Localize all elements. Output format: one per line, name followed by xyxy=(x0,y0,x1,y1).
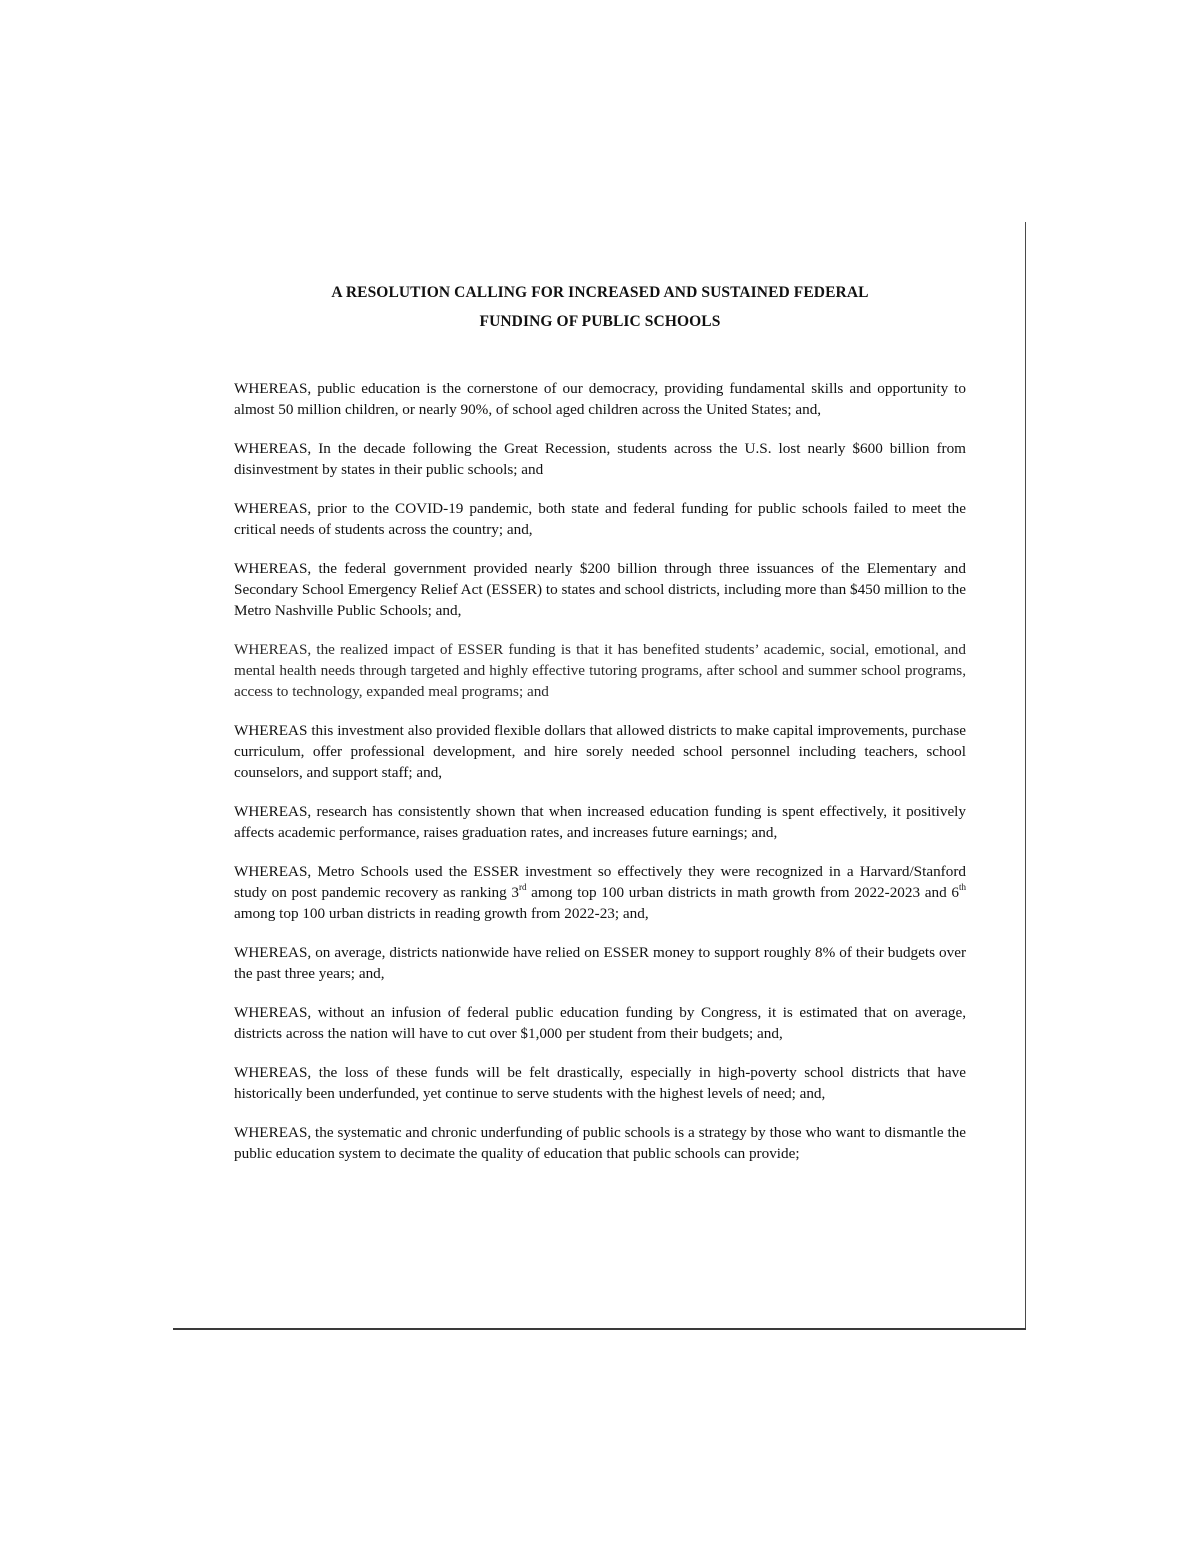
clause-8-text-a: WHEREAS, Metro Schools used the ESSER investment so effectively they were recognized in a Harvard/Stanford study on post pandemic recovery as ranking 3 xyxy=(234,863,966,901)
whereas-clause-7: WHEREAS, research has consistently shown that when increased education funding is spent effectively, it positively affects academic performance, raises graduation rates, and increases future earnings; and, xyxy=(234,803,966,841)
whereas-clause-10: WHEREAS, without an infusion of federal public education funding by Congress, it is estimated that on average, districts across the nation will have to cut over $1,000 per student from their budgets; and, xyxy=(234,1004,966,1042)
whereas-clause-9: WHEREAS, on average, districts nationwide have relied on ESSER money to support roughly 8% of their budgets over the past three years; and, xyxy=(234,944,966,982)
whereas-clause-1: WHEREAS, public education is the cornerstone of our democracy, providing fundamental skills and opportunity to almost 50 million children, or nearly 90%, of school aged children across the United States; and, xyxy=(234,380,966,418)
whereas-clause-11: WHEREAS, the loss of these funds will be felt drastically, especially in high-poverty school districts that have historically been underfunded, yet continue to serve students with the highest levels of need; and, xyxy=(234,1064,966,1102)
clause-8-text-b: among top 100 urban districts in math growth from 2022-2023 and 6 xyxy=(526,884,959,901)
whereas-clause-12: WHEREAS, the systematic and chronic underfunding of public schools is a strategy by those who want to dismantle the public education system to decimate the quality of education that public schools can provide; xyxy=(234,1124,966,1162)
whereas-clause-4: WHEREAS, the federal government provided nearly $200 billion through three issuances of the Elementary and Secondary School Emergency Relief Act (ESSER) to states and school districts, including more than $450 million to the Metro Nashville Public Schools; and, xyxy=(234,560,966,619)
ordinal-suffix-th: th xyxy=(958,881,966,892)
clause-8-text-c: among top 100 urban districts in reading growth from 2022-23; and, xyxy=(234,905,649,922)
whereas-clause-8 xyxy=(234,861,966,924)
resolution-body xyxy=(234,378,966,1182)
whereas-clause-3: WHEREAS, prior to the COVID-19 pandemic, both state and federal funding for public schools failed to meet the critical needs of students across the country; and, xyxy=(234,500,966,538)
whereas-clause-2: WHEREAS, In the decade following the Great Recession, students across the U.S. lost nearly $600 billion from disinvestment by states in their public schools; and xyxy=(234,440,966,478)
page-border-right xyxy=(1025,222,1026,1329)
title-line-2: FUNDING OF PUBLIC SCHOOLS xyxy=(479,313,721,330)
title-line-1: A RESOLUTION CALLING FOR INCREASED AND SUSTAINED FEDERAL xyxy=(331,284,869,301)
ordinal-suffix-rd: rd xyxy=(519,881,527,892)
whereas-clause-6: WHEREAS this investment also provided flexible dollars that allowed districts to make capital improvements, purchase curriculum, offer professional development, and hire sorely needed school personnel including teachers, school counselors, and support staff; and, xyxy=(234,722,966,781)
resolution-title xyxy=(234,278,966,336)
whereas-clause-5: WHEREAS, the realized impact of ESSER funding is that it has benefited students’ academic, social, emotional, and mental health needs through targeted and highly effective tutoring programs, after school and summer school programs, access to technology, expanded meal programs; and xyxy=(234,641,966,700)
page-border-bottom xyxy=(173,1328,1026,1330)
